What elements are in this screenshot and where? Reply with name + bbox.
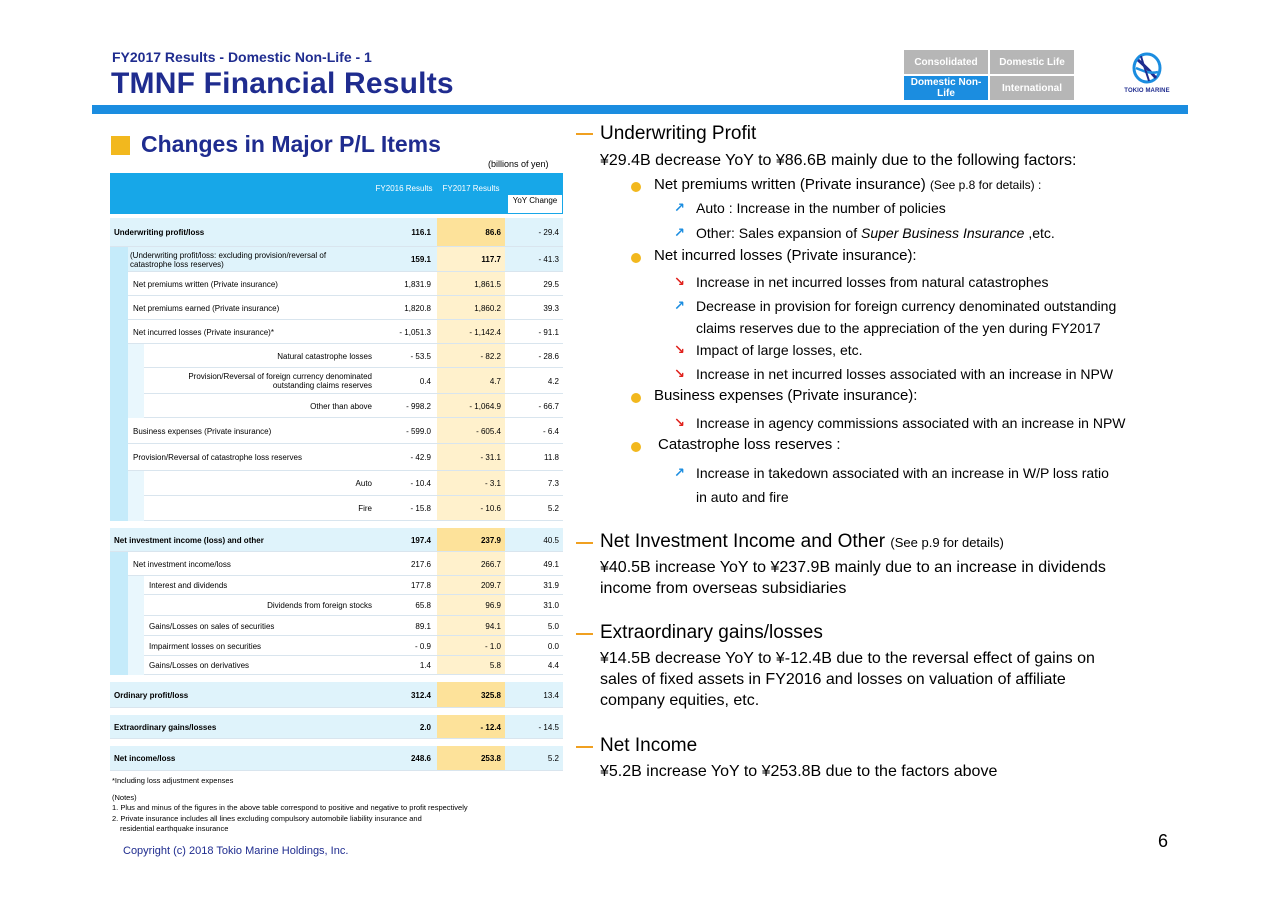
table-row: Underwriting profit/loss 116.1 86.6 - 29.4 <box>110 218 563 247</box>
segment-nav <box>904 49 1076 100</box>
table-row: Net income/loss 248.6 253.8 5.2 <box>110 746 563 771</box>
uw-nil: Net incurred losses (Private insurance): <box>654 247 917 264</box>
unit-label: (billions of yen) <box>488 159 549 169</box>
title-rule <box>92 105 1188 114</box>
tab-domestic-life[interactable]: Domestic Life <box>990 50 1074 74</box>
note-asterisk: *Including loss adjustment expenses <box>112 776 234 785</box>
section-marker <box>111 136 130 155</box>
table-notes <box>112 776 562 835</box>
bullet-dot <box>631 393 641 403</box>
heading-dash <box>576 133 593 135</box>
heading-dash <box>576 633 593 635</box>
extra-line-2: sales of fixed assets in FY2016 and losses on valuation of affiliate <box>600 671 1066 688</box>
page-subtitle: FY2017 Results - Domestic Non-Life - 1 <box>112 49 372 65</box>
table-row: Gains/Losses on derivatives 1.4 5.8 4.4 <box>144 656 563 675</box>
indent-bar <box>128 471 144 521</box>
heading-dash <box>576 542 593 544</box>
arrow-up-icon: ↗ <box>674 298 685 313</box>
arrow-down-icon: ↘ <box>674 342 685 357</box>
heading-dash <box>576 746 593 748</box>
uw-nil-3: Impact of large losses, etc. <box>696 342 863 358</box>
table-row: Ordinary profit/loss 312.4 325.8 13.4 <box>110 682 563 708</box>
table-header <box>110 173 563 214</box>
table-row: Extraordinary gains/losses 2.0 - 12.4 - 14.5 <box>110 715 563 739</box>
uw-nil-1: Increase in net incurred losses from natural catastrophes <box>696 274 1049 290</box>
arrow-up-icon: ↗ <box>674 225 685 240</box>
uw-npw-auto: Auto : Increase in the number of policies <box>696 200 946 216</box>
heading-extraordinary: Extraordinary gains/losses <box>600 622 823 643</box>
uw-nil-2-cont: claims reserves due to the appreciation of the yen during FY2017 <box>696 320 1101 336</box>
heading-investment: Net Investment Income and Other (See p.9 for details) <box>600 531 1004 552</box>
bullet-dot <box>631 182 641 192</box>
table-row: Net investment income/loss 217.6 266.7 49.1 <box>128 552 563 576</box>
tab-consolidated[interactable]: Consolidated <box>904 50 988 74</box>
tab-domestic-nonlife[interactable]: Domestic Non-Life <box>904 76 988 100</box>
table-row: Net investment income (loss) and other 197.4 237.9 40.5 <box>110 528 563 552</box>
header-yoy: YoY Change <box>507 194 563 214</box>
header-fy2017: FY2017 Results <box>442 184 500 193</box>
table-row: Interest and dividends 177.8 209.7 31.9 <box>144 576 563 595</box>
heading-net-income: Net Income <box>600 735 698 756</box>
uw-cat-1: Increase in takedown associated with an increase in W/P loss ratio <box>696 465 1109 481</box>
table-row: Net premiums written (Private insurance) 1,831.9 1,861.5 29.5 <box>128 272 563 296</box>
bullet-dot <box>631 442 641 452</box>
table-row: Business expenses (Private insurance) - 599.0 - 605.4 - 6.4 <box>128 418 563 444</box>
uw-nil-4: Increase in net incurred losses associated with an increase in NPW <box>696 366 1114 382</box>
table-row: Impairment losses on securities - 0.9 - 1.0 0.0 <box>144 636 563 656</box>
arrow-up-icon: ↗ <box>674 200 685 215</box>
table-row: Fire - 15.8 - 10.6 5.2 <box>144 496 563 521</box>
section-title: Changes in Major P/L Items <box>141 131 441 157</box>
table-row: Auto - 10.4 - 3.1 7.3 <box>144 471 563 496</box>
indent-bar <box>110 552 128 675</box>
header-fy2016: FY2016 Results <box>375 184 433 193</box>
uw-summary: ¥29.4B decrease YoY to ¥86.6B mainly due to the following factors: <box>600 152 1077 169</box>
inv-line-2: income from overseas subsidiaries <box>600 580 847 597</box>
ni-line-1: ¥5.2B increase YoY to ¥253.8B due to the factors above <box>600 763 998 780</box>
uw-be: Business expenses (Private insurance): <box>654 387 918 404</box>
page-number: 6 <box>1158 831 1169 851</box>
uw-nil-2: Decrease in provision for foreign currency denominated outstanding <box>696 298 1117 314</box>
indent-bar <box>128 576 144 675</box>
table-row: (Underwriting profit/loss: excluding provision/reversal of catastrophe loss reserves) 159.1 117.7 - 41.3 <box>128 247 563 272</box>
note-1: 1. Plus and minus of the figures in the above table correspond to positive and negative to profit respectively <box>112 803 468 812</box>
tab-international[interactable]: International <box>990 76 1074 100</box>
uw-cat-1-cont: in auto and fire <box>696 489 789 505</box>
uw-cat: Catastrophe loss reserves : <box>658 436 841 453</box>
notes-heading: (Notes) <box>112 792 137 802</box>
arrow-down-icon: ↘ <box>674 415 685 430</box>
note-2-cont: residential earthquake insurance <box>120 824 229 833</box>
extra-line-3: company equities, etc. <box>600 692 760 709</box>
heading-underwriting: Underwriting Profit <box>600 123 757 144</box>
table-row: Provision/Reversal of foreign currency denominated outstanding claims reserves 0.4 4.7 4.2 <box>144 368 563 394</box>
table-row: Net premiums earned (Private insurance) 1,820.8 1,860.2 39.3 <box>128 296 563 320</box>
arrow-down-icon: ↘ <box>674 274 685 289</box>
copyright: Copyright (c) 2018 Tokio Marine Holdings, Inc. <box>123 845 349 857</box>
logo-wordmark: TOKIO MARINE <box>1124 88 1170 94</box>
table-row: Provision/Reversal of catastrophe loss reserves - 42.9 - 31.1 11.8 <box>128 444 563 471</box>
uw-npw-other: Other: Sales expansion of Super Business Insurance ,etc. <box>696 225 1055 241</box>
page-title: TMNF Financial Results <box>111 67 454 100</box>
inv-line-1: ¥40.5B increase YoY to ¥237.9B mainly due to an increase in dividends <box>600 559 1106 576</box>
extra-line-1: ¥14.5B decrease YoY to ¥-12.4B due to the reversal effect of gains on <box>600 650 1095 667</box>
table-row: Dividends from foreign stocks 65.8 96.9 31.0 <box>144 595 563 616</box>
bullet-dot <box>631 253 641 263</box>
indent-bar <box>110 239 128 521</box>
note-2: 2. Private insurance includes all lines excluding compulsory automobile liability insurance and <box>112 813 422 823</box>
table-row: Natural catastrophe losses - 53.5 - 82.2 - 28.6 <box>144 344 563 368</box>
indent-bar <box>128 344 144 418</box>
arrow-up-icon: ↗ <box>674 465 685 480</box>
uw-npw: Net premiums written (Private insurance) (See p.8 for details) : <box>654 176 1042 193</box>
table-row: Gains/Losses on sales of securities 89.1 94.1 5.0 <box>144 616 563 636</box>
uw-be-1: Increase in agency commissions associated with an increase in NPW <box>696 415 1126 431</box>
table-row: Net incurred losses (Private insurance)* - 1,051.3 - 1,142.4 - 91.1 <box>128 320 563 344</box>
arrow-down-icon: ↘ <box>674 366 685 381</box>
table-row: Other than above - 998.2 - 1,064.9 - 66.7 <box>144 394 563 418</box>
